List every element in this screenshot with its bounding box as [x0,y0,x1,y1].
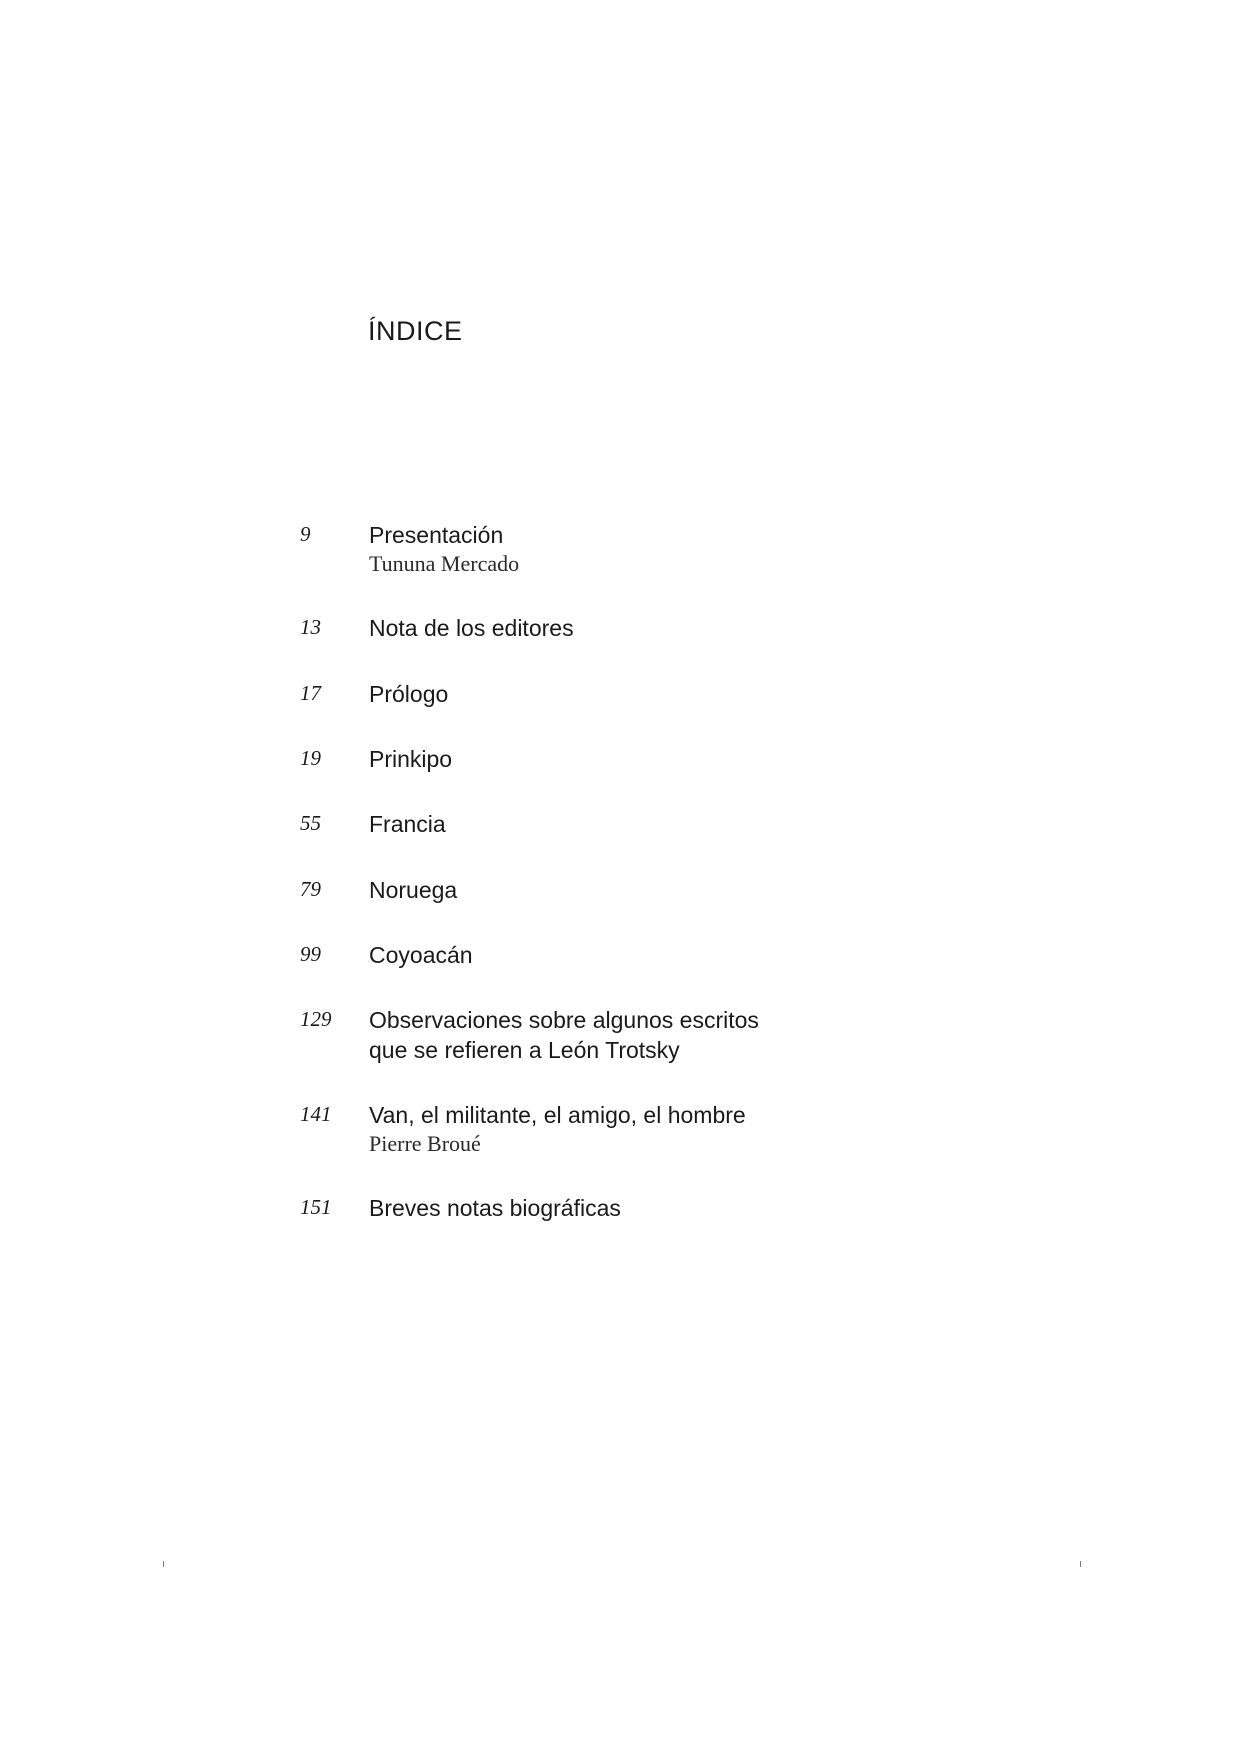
toc-entry-title: Van, el militante, el amigo, el hombre [369,1102,746,1128]
toc-page-number: 55 [300,811,321,835]
toc-entry-title: Francia [369,811,446,837]
toc-page-number: 19 [300,746,321,770]
toc-entry-title-continued: que se refieren a León Trotsky [369,1037,680,1063]
crop-mark-right [1080,1561,1081,1567]
toc-entry-title: Breves notas biográficas [369,1195,621,1221]
toc-page-number: 13 [300,615,321,639]
toc-entry-title: Prólogo [369,681,449,707]
toc-entry-title: Presentación [369,522,504,548]
toc-page-number: 141 [300,1102,332,1126]
toc-page-number: 129 [300,1007,332,1031]
toc-page-number: 151 [300,1195,332,1219]
toc-page-number: 99 [300,942,321,966]
toc-entry-title: Nota de los editores [369,615,574,641]
crop-mark-left [163,1561,164,1567]
page-title: ÍNDICE [368,316,463,346]
toc-page-number: 17 [300,681,321,705]
toc-page-number: 9 [300,522,311,546]
toc-entry-title: Noruega [369,877,458,903]
toc-entry-author: Pierre Broué [369,1131,481,1156]
toc-entry-author: Tununa Mercado [369,551,520,576]
toc-page-number: 79 [300,877,321,901]
toc-entry-title: Coyoacán [369,942,473,968]
toc-entry-title: Prinkipo [369,746,453,772]
toc-entry-title: Observaciones sobre algunos escritos [369,1007,759,1033]
